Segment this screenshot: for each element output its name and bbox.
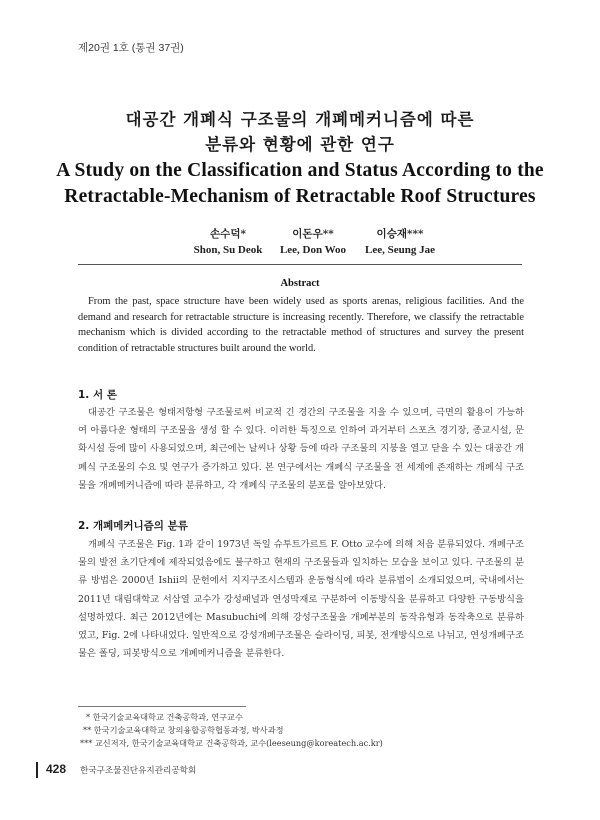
issue-info: 제20권 1호 (통권 37권)	[78, 42, 184, 54]
abstract-heading: Abstract	[280, 278, 320, 289]
author-1-korean-name: 손수덕*	[210, 228, 246, 240]
author-3-english-name: Lee, Seung Jae	[365, 244, 435, 256]
divider	[78, 264, 522, 265]
english-title-line-2: Retractable-Mechanism of Retractable Roof Structures	[64, 186, 536, 207]
footer-bar	[36, 762, 38, 778]
abstract-body: From the past, space structure have been widely used as sports arenas, religious facilities. And the demand and research for retractable structure is increasing recently. Therefore, we classify the retractable mechanism which is divided according to the retractable method of structures and survey the present condition of retractable structures built around the world.	[78, 296, 524, 354]
footnote-1: * 한국기술교육대학교 건축공학과, 연구교수	[86, 712, 243, 722]
footnote-divider	[78, 706, 246, 707]
footnote-3: *** 교신저자, 한국기술교육대학교 건축공학과, 교수(leeseung@koreatech.ac.kr)	[80, 738, 383, 748]
author-2	[263, 226, 363, 256]
author-2-korean-name: 이돈우**	[292, 228, 334, 240]
author-1-english-name: Shon, Su Deok	[193, 244, 263, 256]
author-2-english-name: Lee, Don Woo	[279, 244, 347, 256]
author-3	[350, 226, 450, 256]
page-number: 428	[46, 762, 67, 776]
section-2-body: 개폐식 구조물은 Fig. 1과 같이 1973년 독일 슈투트가르트 F. Otto 교수에 의해 처음 분류되었다. 개폐구조물의 발전 초기단계에 제작되었음에도 불구하고 현재의 구조물들과 일치하는 모습을 보이고 있다. 구조물의 분류 방법은 2000년 Ishii의 문헌에서 지지구조시스템과 운동형식에 따라 분류법이 소개되었으며, 국내에서는 2011년 대림대학교 서삼열 교수가 강성패널과 연성막재로 구분하여 이동방식을 분류하고 다양한 구동방식을 설명하였다. 최근 2012년에는 Masubuchi에 의해 강성구조물을 개폐부분의 동작유형과 동작축으로 분류하였고, Fig. 2에 나타내었다. 일반적으로 강성개폐구조물은 슬라이딩, 피봇, 전개방식으로 나뉘고, 연성개폐구조물은 폴딩, 피봇방식으로 개폐메커니즘을 분류한다.	[78, 539, 524, 660]
journal-name: 한국구조물진단유지관리공학회	[80, 766, 197, 776]
english-title-line-1: A Study on the Classification and Status According to the	[56, 160, 544, 181]
author-3-korean-name: 이승재***	[376, 228, 424, 240]
korean-title-line-2: 분류와 현황에 관한 연구	[205, 135, 395, 154]
section-1-body: 대공간 구조물은 형태저항형 구조물로써 비교적 긴 경간의 구조물을 지을 수 있으며, 극면의 활용이 가능하여 아름다운 형태의 구조물을 생성 할 수 있다. 이러한 특징으로 인하여 과거부터 스포츠 경기장, 종교시설, 문화시설 등에 많이 사용되었으며, 최근에는 날씨나 상황 등에 따라 구조물의 지붕을 열고 닫을 수 있는 대공간 개폐식 구조물의 수요 및 연구가 증가하고 있다. 본 연구에서는 개폐식 구조물을 전 세계에 존재하는 개폐식 구조물을 개폐메커니즘에 따라 분류하고, 각 개폐식 구조물의 분포를 알아보았다.	[78, 407, 524, 491]
section-2-heading: 2. 개폐메커니즘의 분류	[78, 520, 188, 532]
section-1-heading: 1. 서 론	[78, 389, 117, 401]
korean-title-line-1: 대공간 개폐식 구조물의 개폐메커니즘에 따른	[125, 110, 475, 129]
footnote-2: ** 한국기술교육대학교 창의융합공학협동과정, 박사과정	[83, 725, 284, 735]
